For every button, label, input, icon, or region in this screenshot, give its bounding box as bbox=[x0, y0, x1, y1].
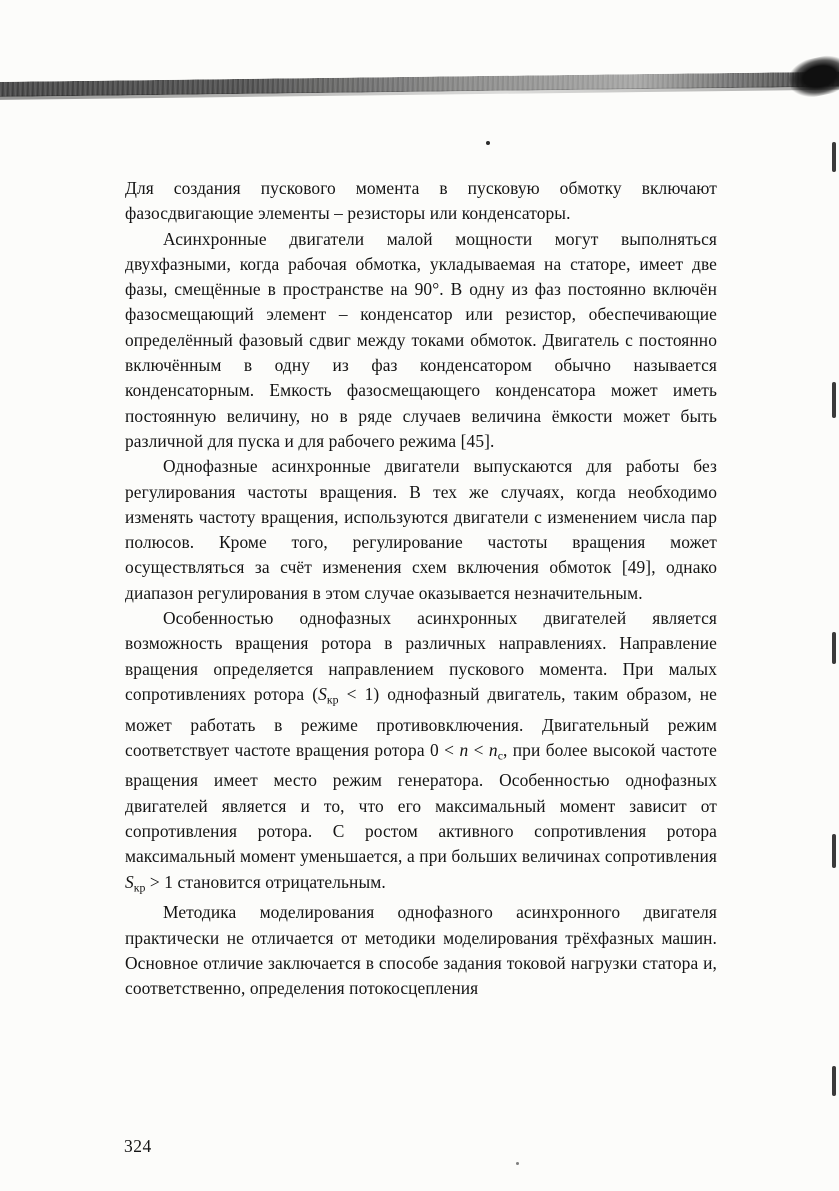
scan-artifact-top-right-blob bbox=[786, 53, 839, 102]
text-segment-italic: S bbox=[318, 683, 327, 704]
page-number: 324 bbox=[124, 1136, 152, 1156]
scan-artifact-edge-mark bbox=[832, 1066, 836, 1096]
scan-artifact-edge-mark bbox=[832, 382, 836, 418]
text-segment: Особенностью однофазных асинхронных двигателей является возможность вращения ротора в различных направлениях. Направление вращения определяется направлением пускового момента. При малых сопротивлениях ротора ( bbox=[125, 608, 717, 704]
text-segment: Асинхронные двигатели малой мощности могут выполняться двухфазными, когда рабочая обмотка, укладываемая на статоре, имеет две фазы, смещённые в пространстве на 90°. В одну из фаз постоянно включён фазосмещающий элемент – конденсатор или резистор, обеспечивающие определённый фазовый сдвиг между токами обмоток. Двигатель с постоянно включённым в одну из фаз конденсатором обычно называется конденсаторным. Емкость фазосмещающего конденсатора может иметь постоянную величину, но в ряде случаев величина ёмкости может быть различной для пуска и для рабочего режима [45]. bbox=[125, 228, 717, 451]
text-segment-sub: с bbox=[497, 748, 503, 763]
text-segment: < bbox=[468, 739, 489, 760]
text-segment: Методика моделирования однофазного асинхронного двигателя практически не отличается от методики моделирования трёхфазных машин. Основное отличие заключается в способе задания токовой нагрузки статора и, соответственно, определения потокосцепления bbox=[125, 902, 717, 999]
paragraph bbox=[125, 900, 717, 1001]
scan-artifact-speck bbox=[486, 141, 490, 145]
text-segment: , при более высокой частоте вращения имеет место режим генератора. Особенностью однофазных двигателей является и то, что его максимальный момент зависит от сопротивления ротора. С ростом активного сопротивления ротора максимальный момент уменьшается, а при больших величинах сопротивления bbox=[125, 739, 717, 867]
text-segment-sub: кр bbox=[133, 879, 146, 894]
text-segment-italic: n bbox=[488, 739, 498, 760]
scan-artifact-edge-mark bbox=[832, 834, 836, 868]
text-segment-italic: S bbox=[125, 871, 134, 892]
scan-artifact-speck bbox=[516, 1162, 519, 1165]
text-segment: > 1 становится отрицательным. bbox=[145, 871, 386, 892]
text-segment: < 1) однофазный двигатель, таким образом, не может работать в режиме противовключения. Двигательный режим соответствует частоте вращения ротора 0 < bbox=[125, 683, 717, 760]
paragraph bbox=[125, 454, 717, 606]
scan-artifact-edge-mark bbox=[832, 142, 836, 172]
text-segment-sub: кр bbox=[326, 692, 339, 707]
paragraph bbox=[125, 227, 717, 455]
text-block bbox=[125, 176, 717, 1001]
paragraph bbox=[125, 606, 717, 900]
paragraph bbox=[125, 176, 717, 227]
text-segment: Однофазные асинхронные двигатели выпускаются для работы без регулирования частоты вращения. В тех же случаях, когда необходимо изменять частоту вращения, используются двигатели с изменением числа пар полюсов. Кроме того, регулирование частоты вращения может осуществляться за счёт изменения схем включения обмоток [49], однако диапазон регулирования в этом случае оказывается незначительным. bbox=[125, 456, 717, 603]
scan-artifact-edge-mark bbox=[832, 632, 836, 664]
text-segment: Для создания пускового момента в пусковую обмотку включают фазосдвигающие элементы – резисторы или конденсаторы. bbox=[125, 178, 717, 224]
text-segment-italic: n bbox=[459, 739, 469, 760]
